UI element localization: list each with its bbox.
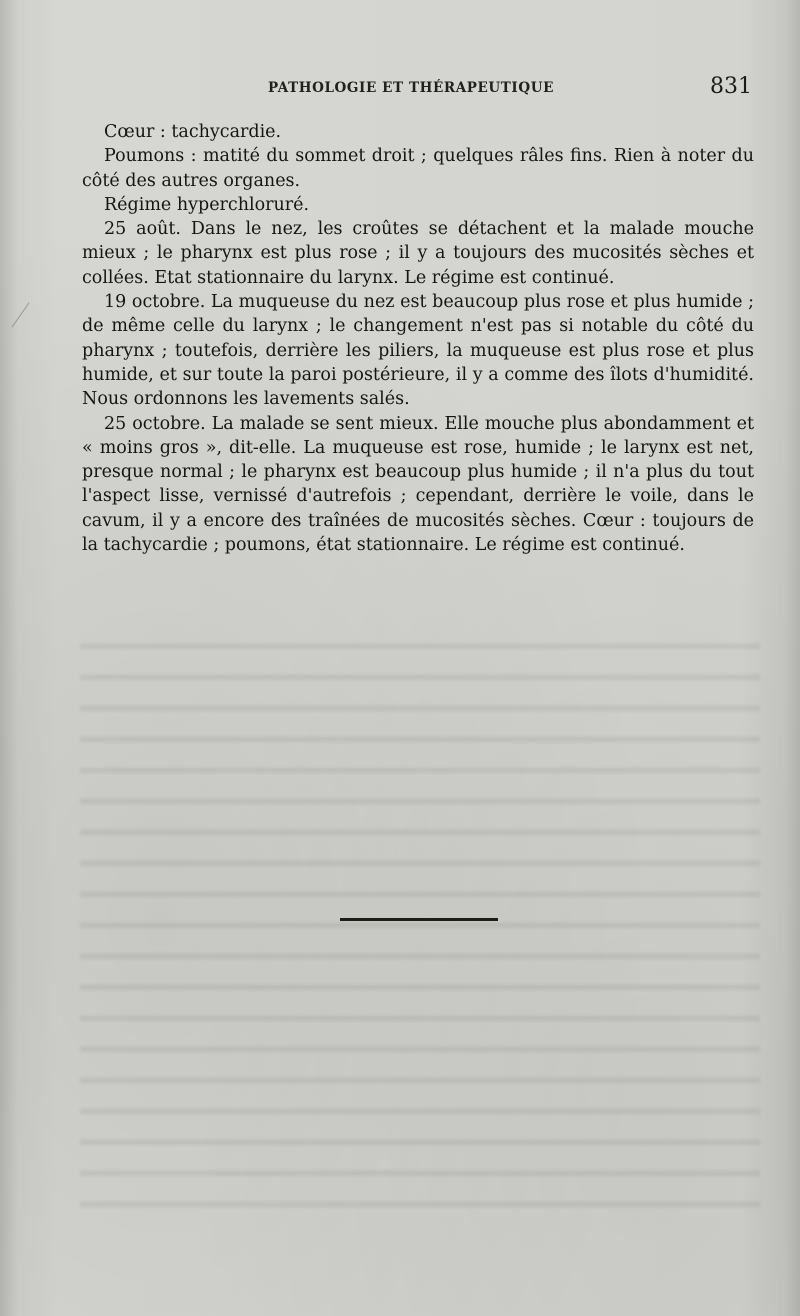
margin-mark	[11, 302, 29, 327]
paragraph-19-october: 19 octobre. La muqueuse du nez est beaucoup plus rose et plus humide ; de même celle du larynx ; le changement n'est pas si notable du côté du pharynx ; toutefois, derrière les piliers, la muqueuse est plus rose et plus humide, et sur toute la paroi postérieure, il y a comme des îlots d'humidité. Nous ordonnons les lavements salés.	[82, 292, 754, 410]
page-number: 831	[710, 74, 752, 99]
end-rule	[340, 918, 498, 921]
running-head: PATHOLOGIE ET THÉRAPEUTIQUE	[268, 80, 554, 96]
paragraph-lungs: Poumons : matité du sommet droit ; quelques râles fins. Rien à noter du côté des autres organes.	[82, 146, 754, 191]
body-text	[82, 120, 754, 557]
paragraph-25-october: 25 octobre. La malade se sent mieux. Elle mouche plus abondamment et « moins gros », dit-elle. La muqueuse est rose, humide ; le larynx est net, presque normal ; le pharynx est beaucoup plus humide ; il n'a plus du tout l'aspect lisse, vernissé d'autrefois ; cependant, derrière le voile, dans le cavum, il y a encore des traînées de mucosités sèches. Cœur : toujours de la tachycardie ; poumons, état stationnaire. Le régime est continué.	[82, 413, 754, 556]
paragraph-25-august: 25 août. Dans le nez, les croûtes se détachent et la malade mouche mieux ; le pharynx est plus rose ; il y a toujours des mucosités sèches et collées. Etat stationnaire du larynx. Le régime est continué.	[82, 219, 754, 288]
bleed-through-texture	[80, 628, 760, 1228]
paragraph-regime: Régime hyperchloruré.	[104, 194, 310, 215]
paragraph-heart: Cœur : tachycardie.	[104, 122, 282, 142]
